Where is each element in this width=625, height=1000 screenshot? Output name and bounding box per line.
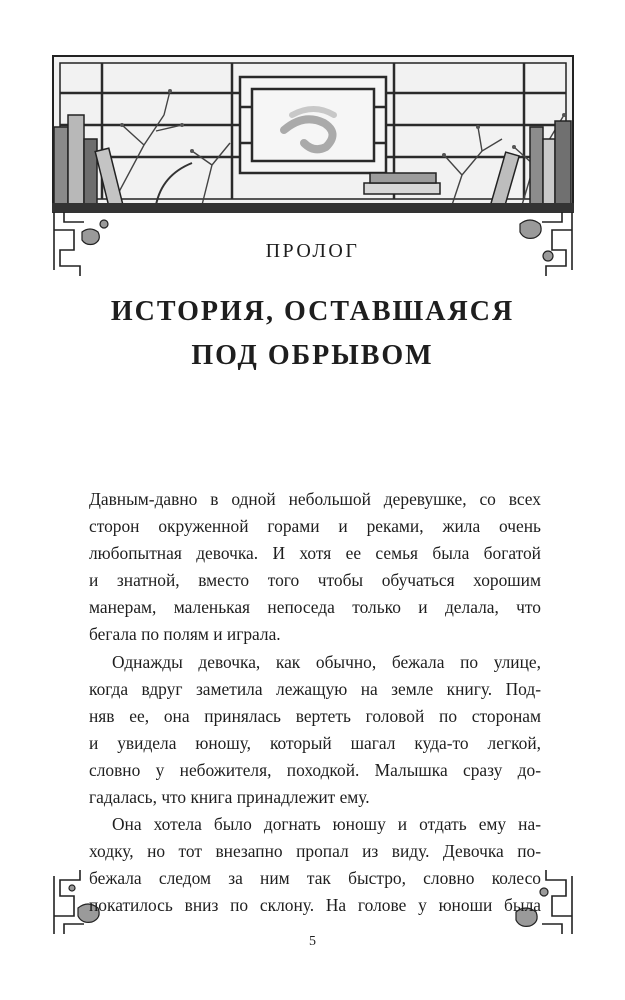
text-line: любопытная девочка. И хотя ее семья была богатой: [89, 543, 541, 564]
text-line: бежала следом за ним так быстро, словно колесо: [89, 868, 541, 889]
chapter-title-line-2: ПОД ОБРЫВОМ: [191, 340, 434, 371]
text-line: Однажды девочка, как обычно, бежала по улице,: [112, 651, 541, 672]
chapter-label: ПРОЛОГ: [265, 240, 360, 262]
text-line: ходку, но тот внезапно пропал из виду. Девочка по-: [89, 841, 541, 862]
text-line: покатилось вниз по склону. На голове у юноши была: [89, 895, 541, 916]
text-line: сторон окруженной горами и реками, жила очень: [89, 516, 541, 537]
text-line: и увидела юношу, который шагал куда-то легкой,: [89, 732, 541, 753]
text-line: словно у небожителя, походкой. Малышка сразу до-: [89, 759, 541, 780]
paragraph-1: [89, 486, 541, 649]
text-line: когда вдруг заметила лежащую на земле книгу. Под-: [89, 678, 541, 699]
chapter-title-line-1: ИСТОРИЯ, ОСТАВШАЯСЯ: [110, 296, 515, 327]
paragraph-3: [89, 811, 541, 919]
text-line: Она хотела было догнать юношу и отдать ему на-: [112, 814, 541, 835]
body-text: [89, 486, 541, 920]
page-number: 5: [309, 934, 316, 949]
text-line: няв ее, она принялась вертеть головой по сторонам: [89, 705, 541, 726]
paragraph-2: [89, 649, 541, 812]
text-line: и знатной, вместо того чтобы обучаться хорошим: [89, 570, 541, 591]
text-line: бегала по полям и играла.: [89, 624, 281, 645]
text-line: Давным-давно в одной небольшой деревушке, со всех: [89, 489, 541, 509]
text-line: гадалась, что книга принадлежит ему.: [89, 787, 370, 808]
window-illustration-icon: [52, 55, 574, 215]
text-line: манерам, маленькая непоседа только и делала, что: [89, 597, 541, 618]
chapter-title: [0, 290, 625, 378]
